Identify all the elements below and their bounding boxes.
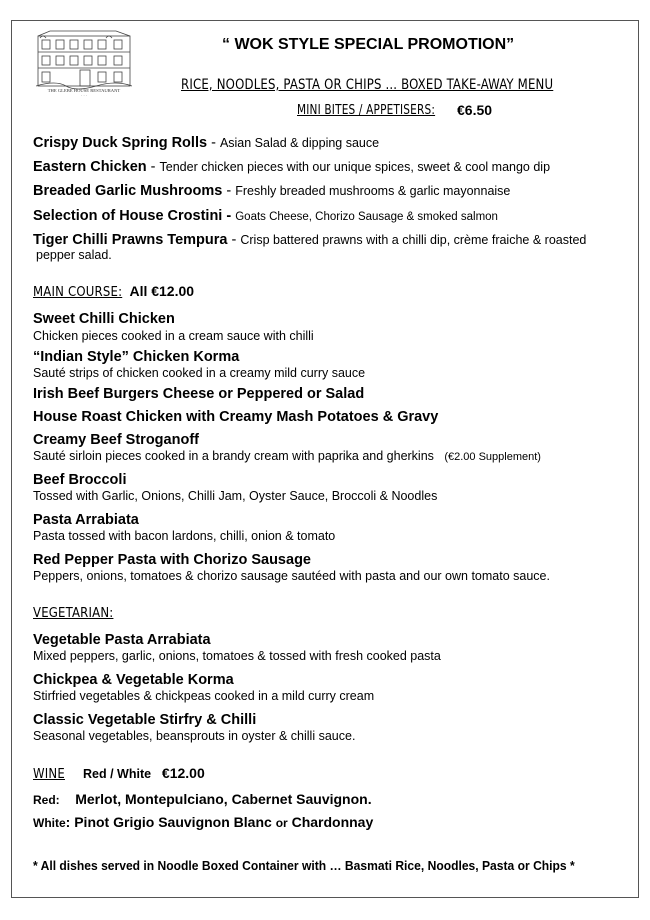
item-name: Red Pepper Pasta with Chorizo Sausage bbox=[33, 552, 311, 568]
main-course-price: All €12.00 bbox=[129, 283, 195, 299]
item-desc: Tender chicken pieces with our unique spices, sweet & cool mango dip bbox=[159, 160, 551, 174]
footer-note: * All dishes served in Noodle Boxed Container with … Basmati Rice, Noodles, Pasta or Chips * bbox=[33, 858, 575, 873]
vegetarian-heading bbox=[33, 605, 113, 621]
item-name: Irish Beef Burgers Cheese or Peppered or Salad bbox=[33, 386, 365, 402]
mini-bites-price: €6.50 bbox=[457, 102, 493, 118]
item-desc: Freshly breaded mushrooms & garlic mayonnaise bbox=[235, 184, 511, 198]
item-name: Selection of House Crostini bbox=[33, 208, 223, 224]
item-name: Breaded Garlic Mushrooms bbox=[33, 183, 223, 199]
wine-red-list: Merlot, Montepulciano, Cabernet Sauvignon. bbox=[75, 791, 372, 807]
menu-subtitle: RICE, NOODLES, PASTA OR CHIPS ... BOXED TAKE-AWAY MENU bbox=[181, 77, 554, 93]
wine-white-label: White bbox=[33, 816, 66, 830]
item-name: Tiger Chilli Prawns Tempura bbox=[33, 232, 228, 248]
item-name: Classic Vegetable Stirfry & Chilli bbox=[33, 712, 257, 728]
menu-item: Tiger Chilli Prawns Tempura - Crisp battered prawns with a chilli dip, crème fraiche & roasted bbox=[33, 232, 587, 248]
wine-red-label: Red: bbox=[33, 793, 60, 807]
item-desc: Pasta tossed with bacon lardons, chilli, onion & tomato bbox=[33, 529, 336, 543]
menu-item: Selection of House Crostini - Goats Cheese, Chorizo Sausage & smoked salmon bbox=[33, 208, 498, 224]
menu-title: “ WOK STYLE SPECIAL PROMOTION” bbox=[222, 36, 515, 53]
item-desc: Peppers, onions, tomatoes & chorizo sausage sautéed with pasta and our own tomato sauce. bbox=[33, 569, 550, 583]
item-desc: Mixed peppers, garlic, onions, tomatoes & tossed with fresh cooked pasta bbox=[33, 649, 441, 663]
item-desc: Asian Salad & dipping sauce bbox=[219, 136, 380, 150]
restaurant-logo bbox=[36, 30, 132, 100]
item-name: House Roast Chicken with Creamy Mash Potatoes & Gravy bbox=[33, 409, 439, 425]
wine-white-list: : Pinot Grigio Sauvignon Blanc bbox=[65, 814, 276, 830]
item-desc: Tossed with Garlic, Onions, Chilli Jam, Oyster Sauce, Broccoli & Noodles bbox=[33, 489, 438, 503]
wine-label: WINE bbox=[33, 767, 65, 782]
item-name: Crispy Duck Spring Rolls bbox=[33, 135, 208, 151]
item-name: Chickpea & Vegetable Korma bbox=[33, 672, 234, 688]
svg-text:· · ·: · · · bbox=[81, 93, 87, 98]
item-name: Eastern Chicken bbox=[33, 159, 147, 175]
item-desc: Goats Cheese, Chorizo Sausage & smoked salmon bbox=[235, 211, 498, 223]
item-name: Sweet Chilli Chicken bbox=[33, 311, 175, 327]
item-desc: Stirfried vegetables & chickpeas cooked in a mild curry cream bbox=[33, 689, 375, 703]
menu-item: Crispy Duck Spring Rolls - Asian Salad & dipping sauce bbox=[33, 135, 380, 151]
wine-heading bbox=[33, 765, 205, 782]
wine-red-line bbox=[33, 791, 372, 807]
item-desc: Sauté sirloin pieces cooked in a brandy cream with paprika and gherkins (€2.00 Supplement) bbox=[33, 449, 541, 463]
item-name: Creamy Beef Stroganoff bbox=[33, 432, 199, 448]
wine-white-line: White: Pinot Grigio Sauvignon Blanc or Chardonnay bbox=[33, 814, 374, 830]
supplement-note: (€2.00 Supplement) bbox=[444, 451, 541, 463]
menu-item: Breaded Garlic Mushrooms - Freshly breaded mushrooms & garlic mayonnaise bbox=[33, 183, 511, 199]
item-desc: Crisp battered prawns with a chilli dip, crème fraiche & roasted bbox=[240, 233, 587, 247]
wine-types: Red / White bbox=[83, 767, 152, 781]
mini-bites-heading bbox=[297, 102, 493, 118]
vegetarian-label: VEGETARIAN: bbox=[33, 606, 114, 621]
menu-item: Eastern Chicken - Tender chicken pieces with our unique spices, sweet & cool mango dip bbox=[33, 159, 551, 175]
item-desc: Chicken pieces cooked in a cream sauce with chilli bbox=[33, 329, 314, 343]
logo-caption: THE GLEBE HOUSE RESTAURANT bbox=[47, 88, 121, 93]
item-desc-continued: pepper salad. bbox=[36, 248, 112, 262]
item-desc: Seasonal vegetables, beansprouts in oyster & chilli sauce. bbox=[33, 729, 356, 743]
item-name: Vegetable Pasta Arrabiata bbox=[33, 632, 211, 648]
main-course-heading bbox=[33, 283, 194, 300]
item-name: Beef Broccoli bbox=[33, 472, 127, 488]
main-course-label: MAIN COURSE: bbox=[33, 285, 123, 300]
item-name: Pasta Arrabiata bbox=[33, 512, 139, 528]
item-desc: Sauté strips of chicken cooked in a creamy mild curry sauce bbox=[33, 366, 366, 380]
item-name: “Indian Style” Chicken Korma bbox=[33, 349, 240, 365]
mini-bites-label: MINI BITES / APPETISERS: bbox=[297, 103, 436, 118]
wine-price: €12.00 bbox=[161, 765, 205, 781]
